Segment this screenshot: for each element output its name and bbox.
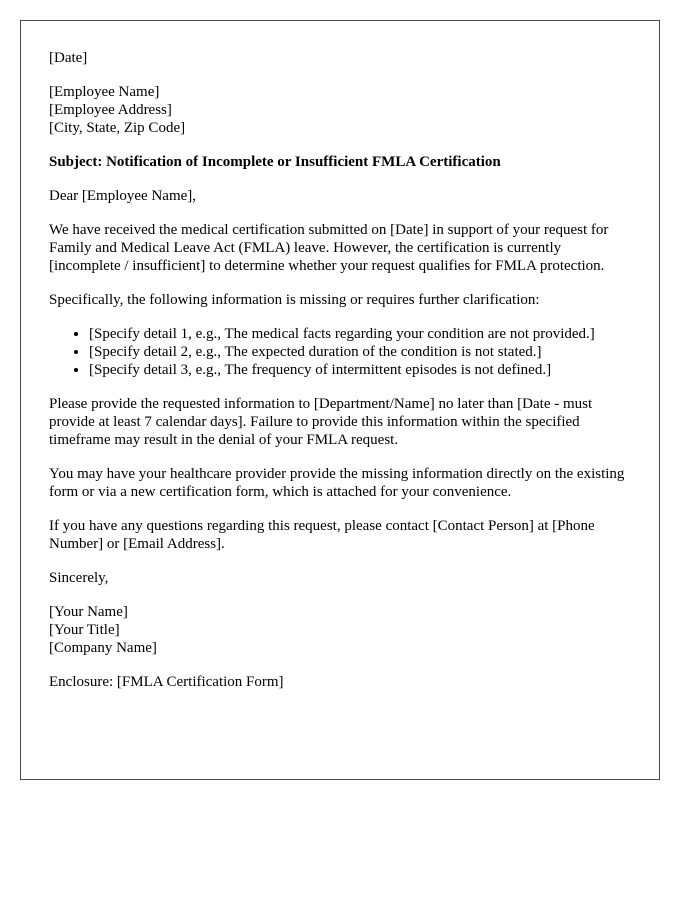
letter-date	[49, 49, 631, 67]
sender-title: [Your Title]	[49, 622, 120, 638]
sender-name: [Your Name]	[49, 604, 128, 620]
list-item: • [Specify detail 2, e.g., The expected duration of the condition is not stated.]	[89, 343, 631, 361]
list-item: • [Specify detail 3, e.g., The frequency of intermittent episodes is not defined.]	[89, 361, 631, 379]
body-paragraph-3: Please provide the requested information to [Department/Name] no later than [Date - must provide at least 7 calendar days]. Failure to provide this information within the specified timeframe may result in the denial of your FMLA request.	[49, 396, 593, 448]
recipient-name: [Employee Name]	[49, 84, 160, 100]
body-paragraph-5: If you have any questions regarding this request, please contact [Contact Person] at [Phone Number] or [Email Address].	[49, 518, 595, 552]
letter-closing: Sincerely,	[49, 570, 109, 586]
recipient-address: [Employee Address]	[49, 102, 172, 118]
date-text: [Date]	[49, 50, 88, 66]
list-item: • [Specify detail 1, e.g., The medical facts regarding your condition are not provided.]	[89, 325, 631, 343]
letter-subject: Subject: Notification of Incomplete or Insufficient FMLA Certification	[49, 154, 501, 170]
letter-salutation: Dear [Employee Name],	[49, 188, 197, 204]
recipient-address-block	[49, 83, 631, 137]
body-paragraph-2: Specifically, the following information is missing or requires further clarification:	[49, 292, 540, 308]
letter-enclosure: Enclosure: [FMLA Certification Form]	[49, 674, 284, 690]
missing-details-list	[49, 325, 631, 379]
sender-signature-block	[49, 603, 631, 657]
body-paragraph-4: You may have your healthcare provider provide the missing information directly on the existing form or via a new certification form, which is attached for your convenience.	[49, 466, 625, 500]
recipient-city-state-zip: [City, State, Zip Code]	[49, 120, 186, 136]
sender-company: [Company Name]	[49, 640, 157, 656]
body-paragraph-1: We have received the medical certification submitted on [Date] in support of your request for Family and Medical Leave Act (FMLA) leave. However, the certification is currently [incomplete / insufficient] to determine whether your request qualifies for FMLA protection.	[49, 222, 609, 274]
letter-page	[20, 20, 660, 780]
